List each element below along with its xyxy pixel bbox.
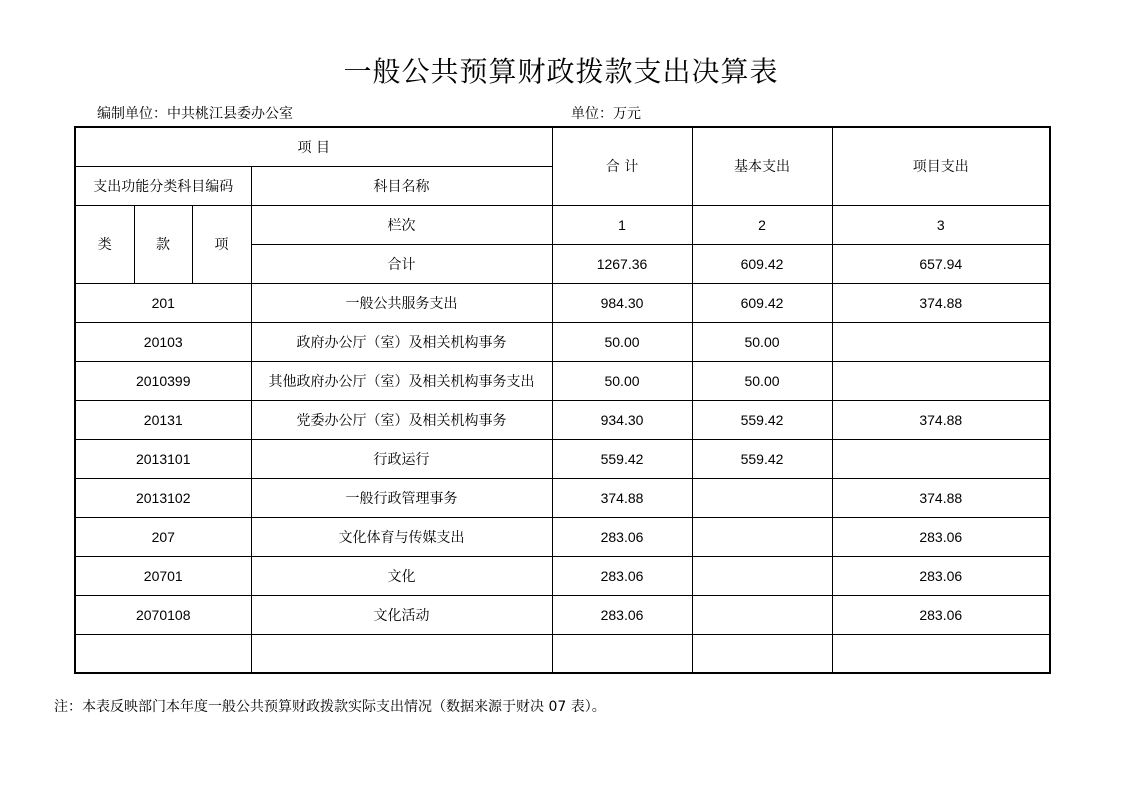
row-code: 2013102 bbox=[75, 478, 251, 517]
compiling-unit: 编制单位：中共桃江县委办公室 bbox=[97, 106, 293, 122]
table-row bbox=[75, 517, 1050, 556]
row-basic: 609.42 bbox=[692, 283, 832, 322]
row-total: 934.30 bbox=[552, 400, 692, 439]
row-name: 其他政府办公厅（室）及相关机构事务支出 bbox=[251, 361, 552, 400]
header-item: 项 目 bbox=[75, 127, 552, 166]
row-total: 50.00 bbox=[552, 322, 692, 361]
row-name: 一般公共服务支出 bbox=[251, 283, 552, 322]
row-name: 党委办公厅（室）及相关机构事务 bbox=[251, 400, 552, 439]
page-title: 一般公共预算财政拨款支出决算表 bbox=[343, 55, 779, 88]
row-total: 559.42 bbox=[552, 439, 692, 478]
row-code: 201 bbox=[75, 283, 251, 322]
header-code: 支出功能分类科目编码 bbox=[75, 166, 251, 205]
row-code: 207 bbox=[75, 517, 251, 556]
row-name: 文化 bbox=[251, 556, 552, 595]
col-index-2: 2 bbox=[692, 205, 832, 244]
row-total: 283.06 bbox=[552, 517, 692, 556]
sum-label: 合计 bbox=[251, 244, 552, 283]
row-basic: 559.42 bbox=[692, 400, 832, 439]
row-project: 374.88 bbox=[832, 400, 1050, 439]
row-name: 政府办公厅（室）及相关机构事务 bbox=[251, 322, 552, 361]
row-total: 283.06 bbox=[552, 556, 692, 595]
row-code: 2013101 bbox=[75, 439, 251, 478]
table-row bbox=[75, 400, 1050, 439]
header-project: 项目支出 bbox=[832, 127, 1050, 205]
row-name: 文化活动 bbox=[251, 595, 552, 634]
row-project bbox=[832, 439, 1050, 478]
row-code: 2010399 bbox=[75, 361, 251, 400]
header-basic: 基本支出 bbox=[692, 127, 832, 205]
table-row bbox=[75, 322, 1050, 361]
sum-project: 657.94 bbox=[832, 244, 1050, 283]
row-total: 984.30 bbox=[552, 283, 692, 322]
row-basic bbox=[692, 595, 832, 634]
sum-basic: 609.42 bbox=[692, 244, 832, 283]
row-basic: 559.42 bbox=[692, 439, 832, 478]
row-basic bbox=[692, 634, 832, 673]
table-row bbox=[75, 283, 1050, 322]
header-total: 合 计 bbox=[552, 127, 692, 205]
col-index-1: 1 bbox=[552, 205, 692, 244]
currency-unit: 单位：万元 bbox=[571, 106, 641, 122]
row-total: 374.88 bbox=[552, 478, 692, 517]
row-name: 文化体育与传媒支出 bbox=[251, 517, 552, 556]
header-xiang: 项 bbox=[192, 205, 251, 283]
row-basic bbox=[692, 556, 832, 595]
row-project bbox=[832, 361, 1050, 400]
row-basic: 50.00 bbox=[692, 361, 832, 400]
row-project bbox=[832, 634, 1050, 673]
footnote: 注：本表反映部门本年度一般公共预算财政拨款实际支出情况（数据来源于财决 07 表）。 bbox=[54, 699, 606, 715]
row-total bbox=[552, 634, 692, 673]
row-basic bbox=[692, 517, 832, 556]
row-basic bbox=[692, 478, 832, 517]
row-name: 行政运行 bbox=[251, 439, 552, 478]
row-project: 283.06 bbox=[832, 517, 1050, 556]
row-project bbox=[832, 322, 1050, 361]
row-project: 374.88 bbox=[832, 283, 1050, 322]
row-code: 20701 bbox=[75, 556, 251, 595]
row-project: 283.06 bbox=[832, 595, 1050, 634]
header-lan-ci: 栏次 bbox=[251, 205, 552, 244]
row-code bbox=[75, 634, 251, 673]
table-row bbox=[75, 478, 1050, 517]
header-kuan: 款 bbox=[134, 205, 192, 283]
sum-total: 1267.36 bbox=[552, 244, 692, 283]
table-row bbox=[75, 634, 1050, 673]
table-row bbox=[75, 595, 1050, 634]
col-index-3: 3 bbox=[832, 205, 1050, 244]
header-lei: 类 bbox=[75, 205, 134, 283]
row-total: 50.00 bbox=[552, 361, 692, 400]
row-project: 374.88 bbox=[832, 478, 1050, 517]
row-project: 283.06 bbox=[832, 556, 1050, 595]
row-total: 283.06 bbox=[552, 595, 692, 634]
header-name: 科目名称 bbox=[251, 166, 552, 205]
row-name bbox=[251, 634, 552, 673]
row-code: 2070108 bbox=[75, 595, 251, 634]
row-code: 20103 bbox=[75, 322, 251, 361]
budget-table bbox=[74, 126, 1051, 674]
row-basic: 50.00 bbox=[692, 322, 832, 361]
table-row bbox=[75, 556, 1050, 595]
table-row bbox=[75, 439, 1050, 478]
table-row bbox=[75, 361, 1050, 400]
row-name: 一般行政管理事务 bbox=[251, 478, 552, 517]
row-code: 20131 bbox=[75, 400, 251, 439]
